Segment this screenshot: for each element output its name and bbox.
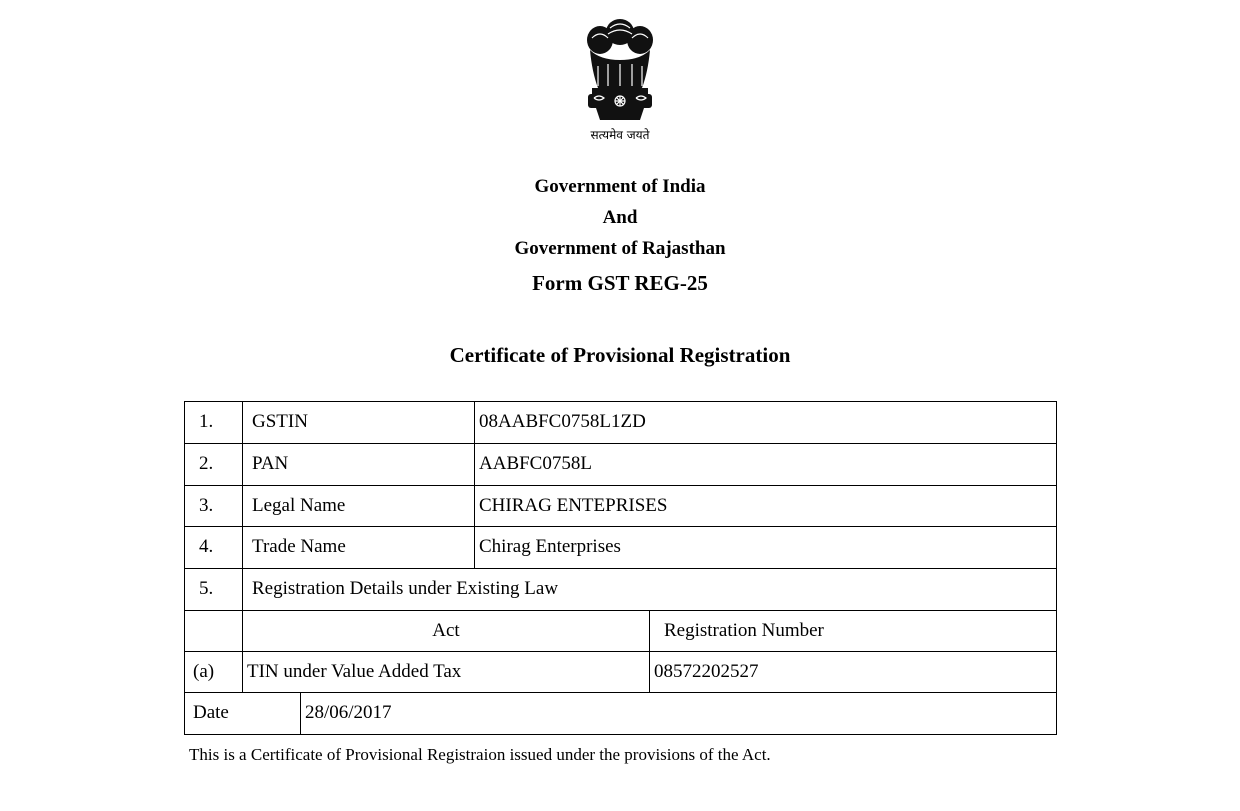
registration-number-value: 08572202527 bbox=[654, 660, 759, 682]
act-value: TIN under Value Added Tax bbox=[247, 660, 462, 682]
table-border-bottom bbox=[184, 734, 1057, 735]
registration-number-column-header: Registration Number bbox=[664, 619, 824, 641]
row-number: 4. bbox=[199, 536, 214, 557]
national-emblem bbox=[578, 10, 662, 130]
column-divider bbox=[649, 610, 650, 692]
legal-name-value: CHIRAG ENTEPRISES bbox=[479, 494, 668, 516]
column-divider bbox=[474, 401, 475, 568]
legal-name-label: Legal Name bbox=[252, 494, 346, 516]
act-column-header: Act bbox=[432, 619, 460, 641]
row-divider bbox=[184, 443, 1057, 444]
sub-row-label: (a) bbox=[193, 660, 215, 682]
row-number: 5. bbox=[199, 578, 214, 599]
heading-government-of-state: Government of Rajasthan bbox=[514, 238, 726, 259]
column-divider bbox=[300, 692, 301, 734]
emblem-motto: सत्यमेव जयते bbox=[590, 128, 650, 142]
pan-value: AABFC0758L bbox=[479, 453, 592, 474]
trade-name-value: Chirag Enterprises bbox=[479, 536, 621, 557]
heading-and: And bbox=[602, 207, 638, 228]
date-value: 28/06/2017 bbox=[305, 702, 392, 723]
trade-name-label: Trade Name bbox=[252, 536, 346, 557]
certificate-title: Certificate of Provisional Registration bbox=[449, 343, 791, 367]
heading-government-of-india: Government of India bbox=[534, 176, 706, 197]
form-number: Form GST REG-25 bbox=[532, 271, 708, 295]
gstin-value: 08AABFC0758L1ZD bbox=[479, 411, 646, 432]
row-number: 1. bbox=[199, 411, 214, 432]
row-number: 2. bbox=[199, 453, 214, 474]
certificate-footnote: This is a Certificate of Provisional Registraion issued under the provisions of the Act. bbox=[189, 745, 771, 764]
gstin-label: GSTIN bbox=[252, 411, 308, 432]
pan-label: PAN bbox=[252, 453, 289, 474]
date-label: Date bbox=[193, 702, 229, 723]
existing-law-label: Registration Details under Existing Law bbox=[252, 578, 559, 599]
row-number: 3. bbox=[199, 494, 214, 516]
